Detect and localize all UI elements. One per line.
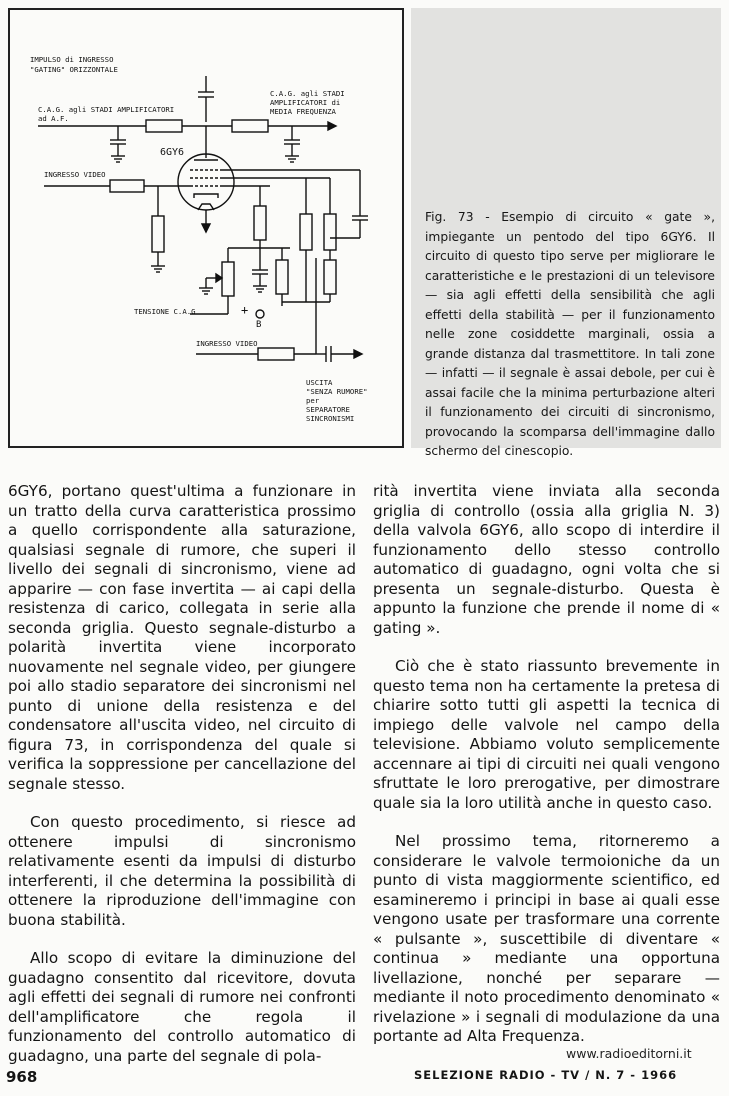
gate-circuit-schematic bbox=[10, 10, 406, 450]
label-ingresso-video-2: INGRESSO VIDEO bbox=[196, 339, 258, 348]
label-impulso-2: "GATING" ORIZZONTALE bbox=[30, 65, 118, 74]
label-cag-amp-2: ad A.F. bbox=[38, 114, 69, 123]
right-paragraph-2: Ciò che è stato riassunto brevemente in questo tema non ha certamente la pretesa di chiarire sotto tutti gli aspetti la tecnica di impiego delle valvole nel campo della televisione. Abbiamo voluto semplicemente accennare ai tipi di circuiti nei quali vengono sfruttate le loro prerogative, per dimostrare quale sia la loro utilità anche in questo caso. bbox=[373, 657, 720, 812]
caption-panel bbox=[411, 8, 721, 458]
label-impulso-1: IMPULSO di INGRESSO bbox=[30, 55, 114, 64]
left-paragraph-1: 6GY6, portano quest'ultima a funzionare in un tratto della curva caratteristica prossimo a quello corrispondente alla saturazione, qualsiasi segnale di rumore, che superi il livello dei segnali di sincronismo, viene ad apparire — con fase invertita — ai capi della resistenza di carico, collegata in serie alla seconda griglia. Questo segnale-disturbo a polarità invertita viene incorporato nuovamente nel segnale video, per giungere poi allo stadio separatore dei sincronismi nel punto di unione della resistenza e del condensatore all'uscita video, nel circuito di figura 73, in corrispondenza del quale si verifica la soppressione per cancellazione del segnale stesso. bbox=[8, 482, 356, 793]
label-cag-media-3: MEDIA FREQUENZA bbox=[270, 107, 336, 116]
circuit-figure bbox=[8, 8, 404, 448]
label-uscita-2: "SENZA RUMORE" bbox=[306, 387, 368, 396]
page-number: 968 bbox=[6, 1068, 38, 1086]
label-uscita-5: SINCRONISMI bbox=[306, 414, 355, 423]
left-paragraph-3: Allo scopo di evitare la diminuzione del guadagno consentito dal ricevitore, dovuta agli effetti dei segnali di rumore nei confronti dell'amplificatore che regola il funzionamento del controllo automatico di guadagno, una parte del segnale di pola- bbox=[8, 949, 356, 1065]
left-column bbox=[8, 482, 356, 1085]
label-uscita-4: SEPARATORE bbox=[306, 405, 350, 414]
right-paragraph-1: rità invertita viene inviata alla seconda griglia di controllo (ossia alla griglia N. 3) della valvola 6GY6, allo scopo di interdire il funzionamento dello stesso controllo automatico di guadagno, ogni volta che si presenta un segnale-disturbo. Questa è appunto la funzione che prende il nome di « gating ». bbox=[373, 482, 720, 637]
right-paragraph-3: Nel prossimo tema, ritorneremo a considerare le valvole termoioniche da un punto di vista maggiormente scientifico, ed esamineremo i principi in base ai quali esse vengono usate per trasformare una corrente « pulsante », suscettibile di diventare « continua » mediante una opportuna livellazione, nonché per separare — mediante il noto procedimento denominato « rivelazione » i segnali di modulazione da una portante ad Alta Frequenza. bbox=[373, 832, 720, 1045]
label-ingresso-video-1: INGRESSO VIDEO bbox=[44, 170, 106, 179]
label-uscita-1: USCITA bbox=[306, 378, 333, 387]
figure-caption: Fig. 73 - Esempio di circuito « gate », impiegante un pentodo del tipo 6GY6. Il circuito di questo tipo serve per migliorare le caratteristiche e le prestazioni di un televisore — sia agli effetti della sensibilità che agli effetti della stabilità — per il funzionamento nelle zone cosiddette marginali, ossia a grande distanza dal trasmettitore. In tali zone — infatti — il segnale è assai debole, per cui è assai facile che la minima perturbazione alteri il funzionamento dei circuiti di sincronismo, provocando la scomparsa dell'immagine dallo schermo del cinescopio. bbox=[425, 210, 715, 458]
left-paragraph-2: Con questo procedimento, si riesce ad ottenere impulsi di sincronismo relativamente esenti da impulsi di disturbo interferenti, il che determina la possibilità di ottenere la riproduzione dell'immagine con buona stabilità. bbox=[8, 813, 356, 929]
label-cag-media-1: C.A.G. agli STADI bbox=[270, 89, 345, 98]
label-cag-media-2: AMPLIFICATORI di bbox=[270, 98, 341, 107]
watermark: www.radioeditorni.it bbox=[566, 1046, 692, 1061]
label-tube: 6GY6 bbox=[160, 147, 185, 158]
footer-publication: SELEZIONE RADIO - TV / N. 7 - 1966 bbox=[414, 1068, 678, 1082]
label-tensione-cag: TENSIONE C.A.G bbox=[134, 307, 196, 316]
label-plus: + bbox=[241, 303, 249, 317]
right-column bbox=[373, 482, 720, 1066]
label-uscita-3: per bbox=[306, 396, 320, 405]
label-b: B bbox=[256, 320, 262, 330]
label-cag-amp-1: C.A.G. agli STADI AMPLIFICATORI bbox=[38, 105, 175, 114]
